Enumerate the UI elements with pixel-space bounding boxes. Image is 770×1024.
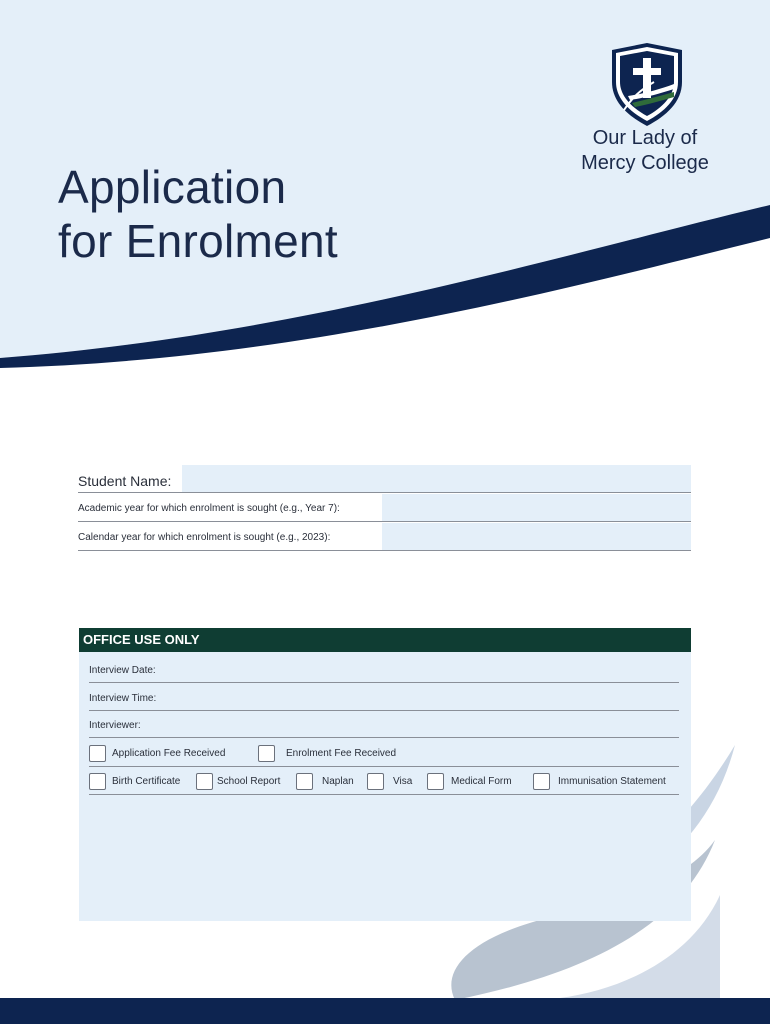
checkbox-label: Naplan [322, 776, 354, 787]
enrolment-fee-checkbox[interactable] [258, 745, 396, 762]
checkbox-label: Immunisation Statement [558, 776, 666, 787]
calendar-year-label: Calendar year for which enrolment is sought (e.g., 2023): [78, 532, 331, 543]
checkbox-box[interactable] [533, 773, 550, 790]
checkbox-box[interactable] [89, 773, 106, 790]
academic-year-row [78, 494, 691, 522]
immunisation-statement-checkbox[interactable] [533, 773, 666, 790]
student-name-row [78, 465, 691, 493]
visa-checkbox[interactable] [367, 773, 412, 790]
checkbox-box[interactable] [367, 773, 384, 790]
academic-year-input[interactable] [382, 494, 691, 521]
interview-date-field[interactable] [89, 658, 679, 683]
page-title [58, 160, 338, 268]
college-shield-logo-icon [602, 40, 692, 130]
calendar-year-row [78, 523, 691, 551]
academic-year-label: Academic year for which enrolment is sought (e.g., Year 7): [78, 503, 340, 514]
checkbox-box[interactable] [196, 773, 213, 790]
checkbox-label: Visa [393, 776, 413, 787]
birth-certificate-checkbox[interactable] [89, 773, 180, 790]
office-use-section [79, 628, 691, 921]
checkbox-label: Enrolment Fee Received [286, 748, 397, 759]
checkbox-box[interactable] [258, 745, 275, 762]
checkbox-label: Birth Certificate [112, 776, 181, 787]
medical-form-checkbox[interactable] [427, 773, 512, 790]
interviewer-label: Interviewer: [89, 720, 141, 731]
interview-time-field[interactable] [89, 686, 679, 711]
interviewer-field[interactable] [89, 713, 679, 738]
checkbox-label: Medical Form [451, 776, 512, 787]
calendar-year-input[interactable] [382, 523, 691, 550]
student-name-input[interactable] [182, 465, 691, 492]
application-fee-checkbox[interactable] [89, 745, 225, 762]
college-name-line-1: Our Lady of [592, 127, 698, 149]
interview-date-label: Interview Date: [89, 665, 156, 676]
naplan-checkbox[interactable] [296, 773, 354, 790]
school-report-checkbox[interactable] [196, 773, 280, 790]
checkbox-label: Application Fee Received [112, 748, 226, 759]
office-use-header: OFFICE USE ONLY [79, 628, 691, 652]
fee-checkbox-row [89, 740, 679, 767]
interview-time-label: Interview Time: [89, 693, 157, 704]
checkbox-box[interactable] [89, 745, 106, 762]
document-checkbox-row [89, 768, 679, 795]
student-name-label: Student Name: [78, 473, 172, 489]
college-name-line-2: Mercy College [581, 152, 709, 174]
college-name [560, 126, 730, 176]
page-title-line-1: Application [58, 161, 287, 213]
page-title-line-2: for Enrolment [58, 215, 339, 267]
checkbox-box[interactable] [296, 773, 313, 790]
checkbox-label: School Report [217, 776, 281, 787]
footer-bar [0, 998, 770, 1024]
checkbox-box[interactable] [427, 773, 444, 790]
